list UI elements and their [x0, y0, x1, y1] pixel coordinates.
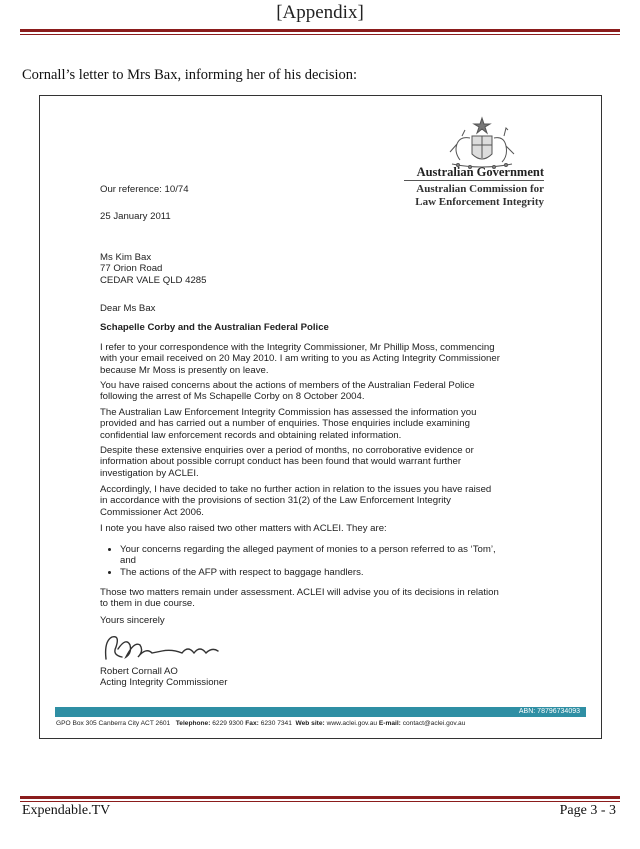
abn-bar: [55, 707, 586, 717]
signer-title: Acting Integrity Commissioner: [100, 677, 228, 689]
footer-web-label: Web site:: [295, 720, 325, 727]
commission-name-line2: Law Enforcement Integrity: [415, 196, 544, 208]
footer-page-number: Page 3 - 3: [559, 803, 616, 818]
abn-number: ABN: 78796734093: [518, 708, 580, 715]
commission-name-line1: Australian Commission for: [416, 183, 544, 195]
letter-subject: Schapelle Corby and the Australian Federal Police: [100, 322, 329, 333]
footer-web: www.aclei.gov.au: [326, 720, 378, 727]
letter-date: 25 January 2011: [100, 211, 171, 222]
list-item: • Your concerns regarding the alleged payment of monies to a person referred to as ‘Tom’, and: [120, 544, 500, 567]
scanned-letter: [39, 95, 602, 739]
salutation: Dear Ms Bax: [100, 303, 156, 314]
footer-rule-thin: [20, 801, 620, 802]
list-item: • The actions of the AFP with respect to baggage handlers.: [120, 567, 500, 578]
paragraph-6: I note you have also raised two other matters with ACLEI. They are:: [100, 523, 387, 534]
closing: Yours sincerely: [100, 615, 165, 626]
address-line-street: 77 Orion Road: [100, 263, 163, 275]
paragraph-7: Those two matters remain under assessment. ACLEI will advise you of its decisions in relation to them in due course.: [100, 587, 499, 610]
reference-line: Our reference: 10/74: [100, 184, 189, 195]
page-header-title: [Appendix]: [276, 2, 364, 23]
footer-email: contact@aclei.gov.au: [402, 720, 466, 727]
footer-rule-thick: [20, 796, 620, 799]
matters-list: [100, 544, 500, 578]
paragraph-1: I refer to your correspondence with the Integrity Commissioner, Mr Phillip Moss, commencing with your email received on 20 May 2010. I am writing to you as Acting Integrity Commissioner because Mr Moss is presently on leave.: [100, 342, 500, 376]
footer-tel: 6229 9300: [212, 720, 244, 727]
intro-text: Cornall’s letter to Mrs Bax, informing her of his decision:: [22, 67, 358, 83]
address-line-name: Ms Kim Bax: [100, 252, 152, 263]
paragraph-5: Accordingly, I have decided to take no further action in relation to the issues you have raised in accordance with the provisions of section 31(2) of the Law Enforcement Integrity Commissioner Act 2006.: [100, 484, 492, 518]
footer-fax: 6230 7341: [260, 720, 292, 727]
recipient-address: [100, 252, 500, 286]
footer-fax-label: Fax:: [245, 720, 259, 727]
signature-image: [100, 627, 240, 667]
signer-name: Robert Cornall AO: [100, 666, 178, 677]
header-rule-thick: [20, 29, 620, 32]
paragraph-2: You have raised concerns about the actions of members of the Australian Federal Police following the arrest of Ms Schapelle Corby on 8 October 2004.: [100, 380, 475, 403]
header-rule-thin: [20, 34, 620, 35]
paragraph-4: Despite these extensive enquiries over a period of months, no corroborative evidence or information about possible corrupt conduct has been found that would warrant further investigation by ACLEI.: [100, 445, 474, 479]
footer-tel-label: Telephone:: [175, 720, 211, 727]
signer-block: [100, 666, 500, 689]
footer-address: GPO Box 305 Canberra City ACT 2601: [56, 720, 171, 727]
government-name: Australian Government: [416, 165, 544, 179]
letter-footer-contact: [56, 720, 596, 727]
coat-of-arms-icon: [432, 116, 532, 170]
footer-site-name: Expendable.TV: [22, 803, 111, 818]
letterhead-divider: [404, 180, 544, 181]
paragraph-3: The Australian Law Enforcement Integrity Commission has assessed the information you provided and has carried out a number of enquiries. Those enquiries include examining confidential law enforcement records and obtaining related information.: [100, 407, 477, 441]
address-line-locality: CEDAR VALE QLD 4285: [100, 274, 207, 286]
footer-email-label: E-mail:: [378, 720, 401, 727]
